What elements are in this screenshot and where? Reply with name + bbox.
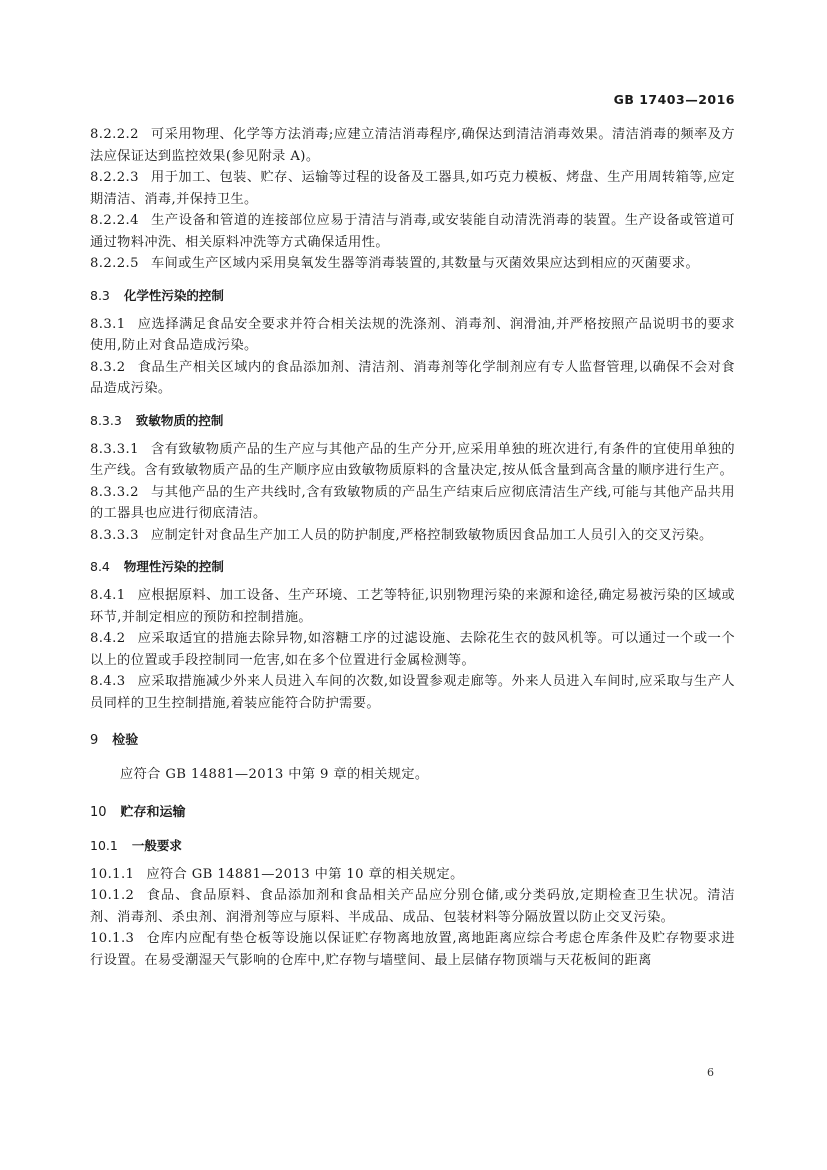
clause-number: 8.4: [90, 559, 110, 574]
clause-text: 应采取措施减少外来人员进入车间的次数,如设置参观走廊等。外来人员进入车间时,应采取与生产人员同样的卫生控制措施,着装应能符合防护需要。: [90, 674, 735, 711]
clause-text: 与其他产品的生产共线时,含有致敏物质的产品生产结束后应彻底清洁生产线,可能与其他产品共用的工器具也应进行彻底清洁。: [90, 484, 735, 521]
clause-text: 车间或生产区域内采用臭氧发生器等消毒装置的,其数量与灭菌效果应达到相应的灭菌要求。: [150, 256, 700, 271]
section-heading: [90, 836, 735, 856]
document-body: [90, 124, 735, 971]
clause-paragraph: [90, 585, 735, 628]
clause-number: 8.2.2.3: [90, 170, 139, 185]
clause-number: 8.3.2: [90, 359, 126, 375]
clause-number: 8.3.3: [90, 412, 122, 428]
clause-number: 10.1: [90, 837, 118, 853]
clause-text: 化学性污染的控制: [123, 287, 224, 303]
clause-paragraph: [90, 357, 735, 400]
clause-text: 应符合 GB 14881—2013 中第 10 章的相关规定。: [146, 866, 464, 882]
clause-text: 用于加工、包装、贮存、运输等过程的设备及工器具,如巧克力模板、烤盘、生产用周转箱等,应定期清洁、消毒,并保持卫生。: [90, 170, 735, 207]
body-paragraph: [90, 764, 735, 786]
clause-paragraph: [90, 628, 735, 671]
clause-number: 8.2.2.2: [90, 127, 139, 142]
clause-number: 8.4.1: [90, 588, 126, 603]
clause-number: 8.3.3.3: [90, 527, 139, 543]
clause-paragraph: [90, 124, 735, 167]
clause-number: 10.1.3: [90, 931, 135, 946]
clause-paragraph: [90, 210, 735, 253]
clause-text: 可采用物理、化学等方法消毒;应建立清洁消毒程序,确保达到清洁消毒效果。清洁消毒的频率及方法应保证达到监控效果(参见附录 A)。: [90, 127, 735, 164]
clause-number: 10: [90, 804, 107, 820]
clause-paragraph: [90, 482, 735, 525]
clause-number: 8.3: [90, 287, 110, 303]
clause-text: 食品生产相关区域内的食品添加剂、清洁剂、消毒剂等化学制剂应有专人监督管理,以确保不会对食品造成污染。: [90, 359, 735, 396]
clause-paragraph: [90, 864, 735, 886]
clause-paragraph: [90, 671, 735, 714]
section-heading: [90, 286, 735, 306]
clause-paragraph: [90, 253, 735, 275]
clause-number: 9: [90, 733, 99, 748]
clause-text: 食品、食品原料、食品添加剂和食品相关产品应分别仓储,或分类码放,定期检查卫生状况。清洁剂、消毒剂、杀虫剂、润滑剂等应与原料、半成品、成品、包装材料等分隔放置以防止交叉污染。: [90, 888, 735, 925]
clause-text: 物理性污染的控制: [123, 559, 224, 574]
clause-paragraph: [90, 525, 735, 547]
clause-number: 8.4.3: [90, 674, 126, 689]
clause-number: 10.1.2: [90, 888, 135, 903]
clause-text: 致敏物质的控制: [135, 412, 224, 428]
chapter-heading: [90, 802, 735, 824]
standard-code-header: GB 17403—2016: [613, 92, 735, 107]
clause-number: 8.3.3.2: [90, 484, 139, 500]
clause-number: 8.2.2.5: [90, 256, 139, 271]
section-heading: [90, 411, 735, 431]
clause-number: 8.4.2: [90, 631, 126, 646]
clause-number: 8.3.3.1: [90, 441, 139, 457]
clause-number: 10.1.1: [90, 866, 135, 882]
clause-paragraph: [90, 885, 735, 928]
clause-paragraph: [90, 314, 735, 357]
clause-text: 含有致敏物质产品的生产应与其他产品的生产分开,应采用单独的班次进行,有条件的宜使用单独的生产线。含有致敏物质产品的生产顺序应由致敏物质原料的含量决定,按从低含量到高含量的顺序进行生产。: [90, 441, 735, 478]
clause-text: 应采取适宜的措施去除异物,如溶糖工序的过滤设施、去除花生衣的鼓风机等。可以通过一个或一个以上的位置或手段控制同一危害,如在多个位置进行金属检测等。: [90, 631, 735, 668]
clause-text: 应制定针对食品生产加工人员的防护制度,严格控制致敏物质因食品加工人员引入的交叉污染。: [150, 527, 713, 543]
clause-text: 检验: [112, 733, 139, 748]
clause-text: 应根据原料、加工设备、生产环境、工艺等特征,识别物理污染的来源和途径,确定易被污染的区域或环节,并制定相应的预防和控制措施。: [90, 588, 735, 625]
chapter-heading: [90, 730, 735, 752]
clause-text: 应选择满足食品安全要求并符合相关法规的洗涤剂、消毒剂、润滑油,并严格按照产品说明书的要求使用,防止对食品造成污染。: [90, 316, 735, 353]
clause-text: 应符合 GB 14881—2013 中第 9 章的相关规定。: [120, 767, 429, 782]
clause-text: 一般要求: [131, 837, 182, 853]
clause-text: 贮存和运输: [120, 804, 186, 820]
clause-paragraph: [90, 439, 735, 482]
clause-paragraph: [90, 167, 735, 210]
section-heading: [90, 557, 735, 577]
clause-paragraph: [90, 928, 735, 971]
clause-number: 8.3.1: [90, 316, 126, 332]
page-number: 6: [707, 1066, 714, 1079]
clause-text: 生产设备和管道的连接部位应易于清洁与消毒,或安装能自动清洗消毒的装置。生产设备或管道可通过物料冲洗、相关原料冲洗等方式确保适用性。: [90, 213, 735, 250]
clause-number: 8.2.2.4: [90, 213, 139, 228]
clause-text: 仓库内应配有垫仓板等设施以保证贮存物离地放置,离地距离应综合考虑仓库条件及贮存物要求进行设置。在易受潮湿天气影响的仓库中,贮存物与墙壁间、最上层储存物顶端与天花板间的距离: [90, 931, 735, 968]
